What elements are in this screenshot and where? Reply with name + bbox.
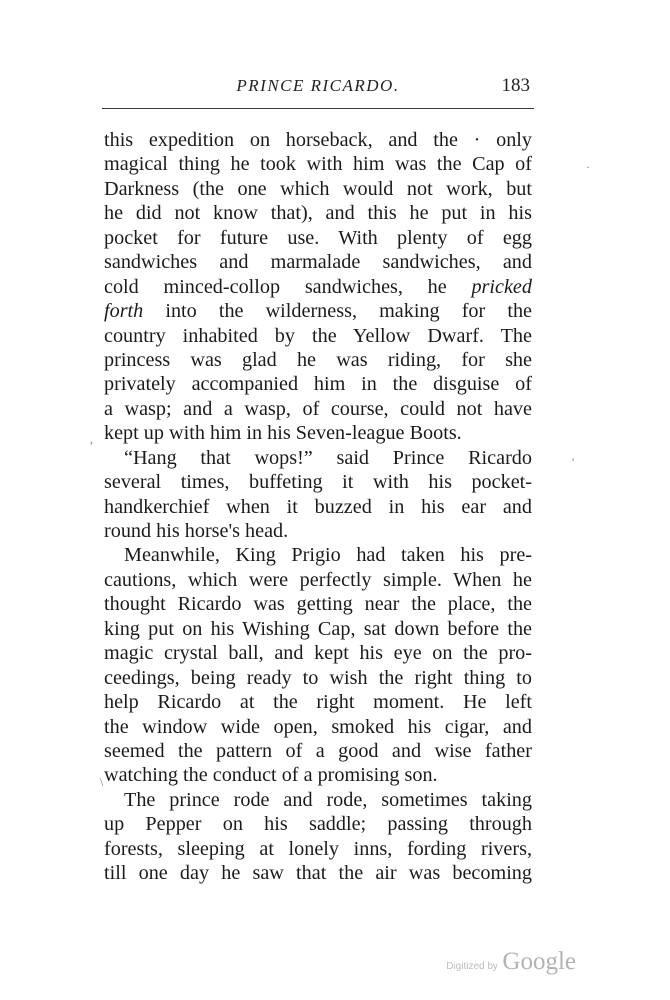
text-line: watching the conduct of a promising son. <box>104 764 438 787</box>
text-line: country inhabited by the Yellow Dwarf. The <box>104 324 532 347</box>
scan-speck: · <box>586 160 590 174</box>
text-line: privately accompanied him in the disguise of <box>104 373 532 396</box>
italic-word: forth <box>104 300 144 323</box>
page-number: 183 <box>501 75 530 96</box>
text-line: up Pepper on his saddle; passing through <box>104 813 532 836</box>
text-line: Meanwhile, King Prigio had taken his pre- <box>124 544 532 567</box>
text-line <box>104 275 532 299</box>
text-line: kept up with him in his Seven-league Boots. <box>104 422 462 445</box>
text-line: magical thing he took with him was the Cap of <box>104 153 532 176</box>
text-line: ceedings, being ready to wish the right thing to <box>104 666 532 689</box>
text-line: a wasp; and a wasp, of course, could not have <box>104 397 532 420</box>
header-rule <box>102 108 534 109</box>
digitized-label: Digitized by <box>446 961 498 972</box>
text-line: the window wide open, smoked his cigar, and <box>104 715 532 738</box>
text-line: handkerchief when it buzzed in his ear and <box>104 495 532 518</box>
text-line: cautions, which were perfectly simple. When he <box>104 568 532 591</box>
google-logo: Google <box>502 948 576 975</box>
text-line: sandwiches and marmalade sandwiches, and <box>104 251 532 274</box>
italic-word: pricked <box>471 275 532 298</box>
body-text <box>104 128 532 886</box>
text-line: seemed the pattern of a good and wise father <box>104 739 532 762</box>
text-segment: into the wilderness, making for the <box>165 300 532 323</box>
text-line: “Hang that wops!” said Prince Ricardo <box>124 446 532 469</box>
scan-speck: ' <box>572 455 575 469</box>
text-line: forests, sleeping at lonely inns, fording rivers, <box>104 837 532 860</box>
scan-speck: , <box>90 432 93 446</box>
text-segment: cold minced-collop sandwiches, he <box>104 275 447 298</box>
text-line: help Ricardo at the right moment. He left <box>104 691 532 714</box>
text-line <box>104 299 532 323</box>
text-line: he did not know that), and this he put in his <box>104 202 532 225</box>
text-line: king put on his Wishing Cap, sat down before the <box>104 617 532 640</box>
text-line: thought Ricardo was getting near the place, the <box>104 593 532 616</box>
text-line: round his horse's head. <box>104 520 289 542</box>
running-title: PRINCE RICARDO. <box>236 76 400 95</box>
text-line: The prince rode and rode, sometimes taking <box>124 788 532 811</box>
text-line: Darkness (the one which would not work, but <box>104 177 532 200</box>
text-line: several times, buffeting it with his pocket- <box>104 471 532 494</box>
page-header <box>102 76 534 104</box>
text-line: magic crystal ball, and kept his eye on the pro- <box>104 642 532 665</box>
digitized-watermark <box>446 948 576 976</box>
text-line: till one day he saw that the air was becoming <box>104 862 532 885</box>
text-line: this expedition on horseback, and the · only <box>104 129 532 151</box>
scan-speck: \ <box>100 775 104 789</box>
text-line: princess was glad he was riding, for she <box>104 348 532 371</box>
text-line: pocket for future use. With plenty of egg <box>104 226 532 249</box>
